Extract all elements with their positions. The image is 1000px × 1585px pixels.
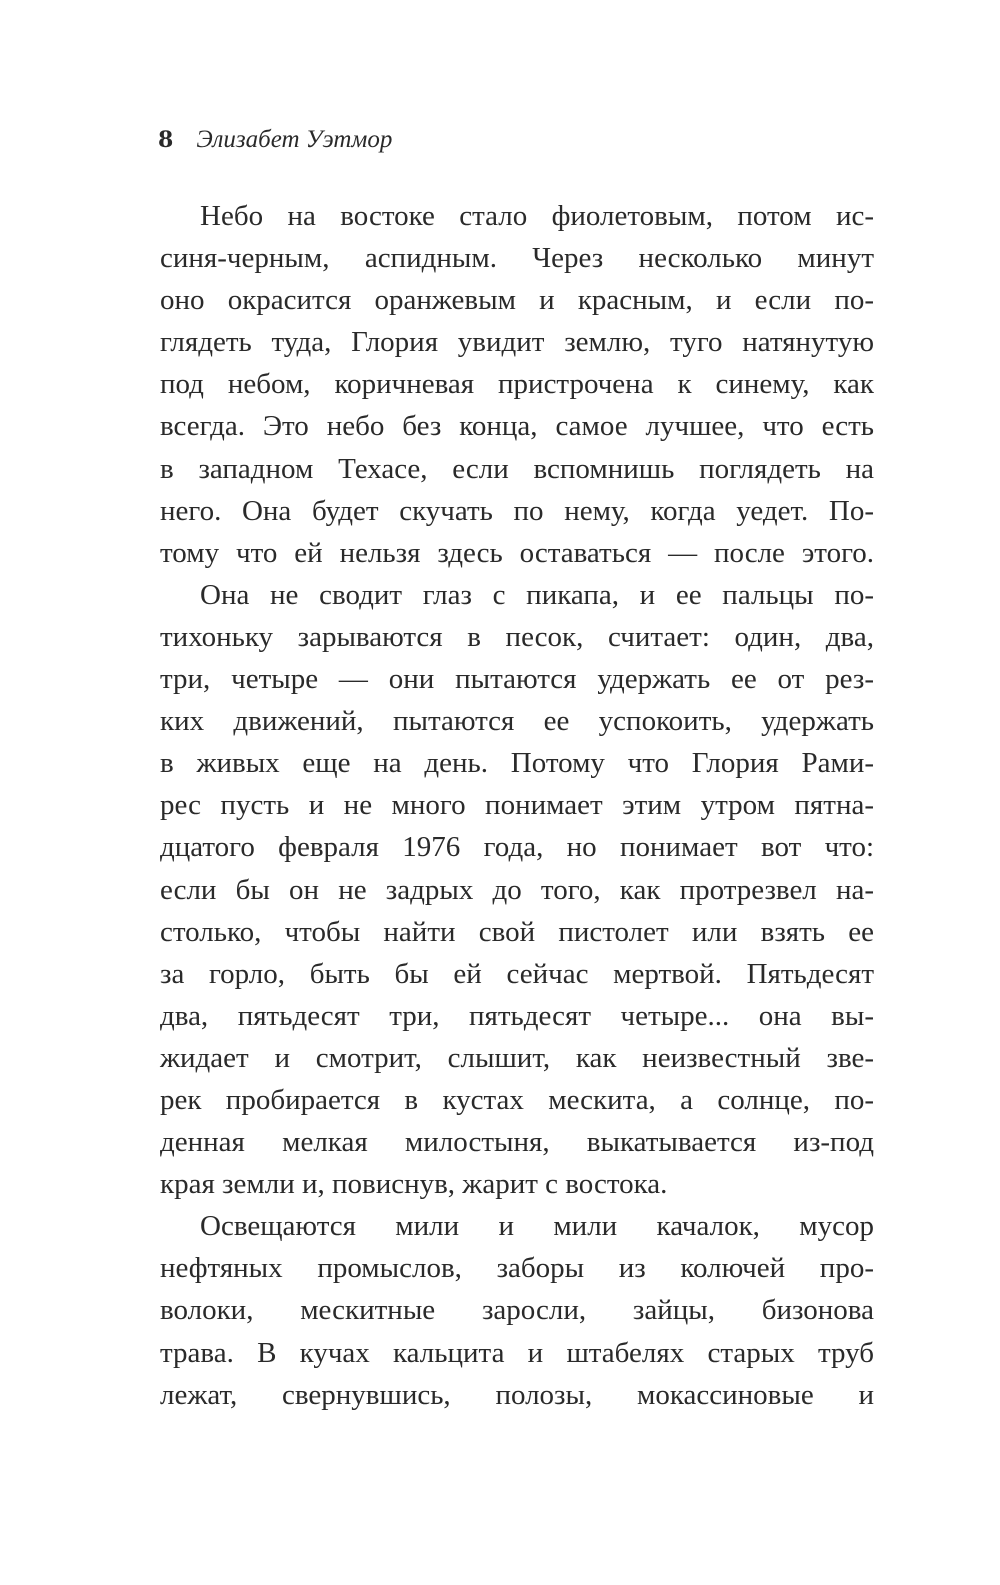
- paragraph: [160, 195, 874, 574]
- paragraph: [160, 1205, 874, 1415]
- text-line: если бы он не задрых до того, как протрезвел на-: [160, 873, 874, 906]
- text-line: трава. В кучах кальцита и штабелях старых труб: [160, 1336, 874, 1369]
- text-line: два, пятьдесят три, пятьдесят четыре... она вы-: [160, 999, 874, 1032]
- text-line: тихоньку зарываются в песок, считает: один, два,: [160, 620, 874, 653]
- text-line: в западном Техасе, если вспомнишь поглядеть на: [160, 452, 874, 485]
- text-line: три, четыре — они пытаются удержать ее от рез-: [160, 663, 874, 696]
- paragraph: [160, 574, 874, 1205]
- running-title: Элизабет Уэтмор: [196, 126, 393, 153]
- text-line: волоки, мескитные заросли, зайцы, бизонова: [160, 1294, 874, 1327]
- text-line: нефтяных промыслов, заборы из колючей про-: [160, 1252, 874, 1285]
- text-line: всегда. Это небо без конца, самое лучшее, что есть: [160, 410, 874, 443]
- text-line: под небом, коричневая пристрочена к синему, как: [160, 368, 874, 401]
- text-line: Небо на востоке стало фиолетовым, потом ис-: [200, 200, 874, 232]
- text-line: денная мелкая милостыня, выкатывается из-под: [160, 1126, 874, 1159]
- text-line: Освещаются мили и мили качалок, мусор: [200, 1210, 874, 1243]
- text-line: жидает и смотрит, слышит, как неизвестный зве-: [160, 1041, 874, 1074]
- running-header: [158, 126, 392, 154]
- body-text: [160, 195, 874, 1416]
- text-line: оно окрасится оранжевым и красным, и если по-: [160, 284, 874, 317]
- text-line: рес пусть и не много понимает этим утром пятна-: [160, 789, 874, 822]
- text-line: дцатого февраля 1976 года, но понимает вот что:: [160, 831, 874, 864]
- text-line: лежат, свернувшись, полозы, мокассиновые и: [160, 1378, 874, 1411]
- text-line: рек пробирается в кустах мескита, а солнце, по-: [160, 1083, 874, 1116]
- text-line: синя-черным, аспидным. Через несколько минут: [160, 242, 874, 275]
- text-line: него. Она будет скучать по нему, когда уедет. По-: [160, 494, 874, 527]
- text-line: в живых еще на день. Потому что Глория Рами-: [160, 747, 874, 780]
- text-line: за горло, быть бы ей сейчас мертвой. Пятьдесят: [160, 957, 874, 990]
- text-line: столько, чтобы найти свой пистолет или взять ее: [160, 915, 874, 948]
- page-number: 8: [158, 127, 174, 153]
- text-line: глядеть туда, Глория увидит землю, туго натянутую: [160, 326, 874, 359]
- text-line: тому что ей нельзя здесь оставаться — после этого.: [160, 536, 874, 569]
- text-line: Она не сводит глаз с пикапа, и ее пальцы по-: [200, 578, 874, 611]
- text-line: ких движений, пытаются ее успокоить, удержать: [160, 705, 874, 738]
- text-line: края земли и, повиснув, жарит с востока.: [160, 1168, 668, 1201]
